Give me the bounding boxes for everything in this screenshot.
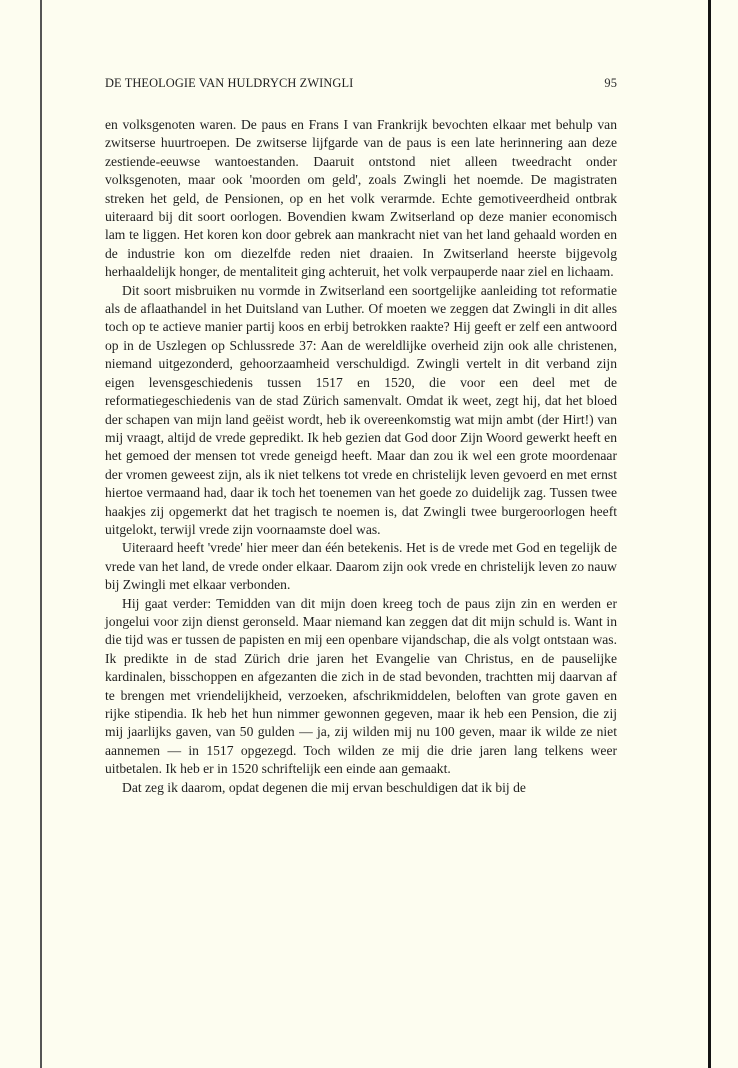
book-page [105, 76, 617, 797]
paragraph-1: en volksgenoten waren. De paus en Frans I van Frankrijk bevochten elkaar met behulp van zwitserse huurtroepen. De zwitserse lijfgarde van de paus is een late herinnering aan deze zestiende-eeuwse wantoestanden. Daaruit ontstond niet alleen tweedracht onder volksgenoten, maar ook 'moorden om geld', zoals Zwingli het noemde. De magistraten streken het geld, de Pensionen, op en het volk verarmde. Echte gemotiveerdheid ontbrak uiteraard bij dit soort oorlogen. Bovendien kwam Zwitserland op deze manier economisch lam te liggen. Het koren kon door gebrek aan mankracht niet van het land gehaald worden en de industrie kon om diezelfde reden niet draaien. In Zwitserland heerste bijgevolg herhaaldelijk honger, de mentaliteit ging achteruit, het volk verpauperde naar ziel en lichaam. [105, 117, 617, 280]
running-title: DE THEOLOGIE VAN HULDRYCH ZWINGLI [105, 76, 354, 90]
paragraph-4: Hij gaat verder: Temidden van dit mijn doen kreeg toch de paus zijn zin en werden er jongelui voor zijn dienst geronseld. Maar niemand kan zeggen dat dit mijn schuld is. Want in die tijd was er tussen de papisten en mij een openbare vijandschap, die als volgt ontstaan was. Ik predikte in de stad Zürich drie jaren het Evangelie van Christus, en de pauselijke kardinalen, bisschoppen en afgezanten die zich in de stad bevonden, trachtten mij daarvan af te brengen met vriendelijkheid, verzoeken, afschrikmiddelen, beloften van grote gaven en rijke stipendia. Ik heb het hun nimmer gewonnen gegeven, maar ik heb een Pension, die zij mij jaarlijks gaven, van 50 gulden — ja, zij wilden mij nu 100 geven, maar ik wilde ze niet aannemen — in 1517 opgezegd. Toch wilden ze mij die drie jaren lang telkens weer uitbetalen. Ik heb er in 1520 schriftelijk een einde aan gemaakt. [105, 595, 617, 777]
paragraph-3: Uiteraard heeft 'vrede' hier meer dan één betekenis. Het is de vrede met God en tegelijk de vrede van het land, de vrede onder elkaar. Daarom zijn ook vrede en christelijk leven zo nauw bij Zwingli met elkaar verbonden. [105, 540, 617, 593]
running-head [105, 76, 617, 96]
page-edge-line [708, 0, 711, 1068]
paragraph-2: Dit soort misbruiken nu vormde in Zwitserland een soortgelijke aanleiding tot reformatie als de aflaathandel in het Duitsland van Luther. Of moeten we zeggen dat Zwingli in dit alles toch op te actieve manier partij koos en erbij betrokken raakte? Hij geeft er zelf een antwoord op in de Uszlegen op Schlussrede 37: Aan de wereldlijke overheid zijn ook alle christenen, niemand uitgezonderd, gehoorzaamheid verschuldigd. Zwingli vertelt in dit verband zijn eigen levensgeschiedenis tussen 1517 en 1520, die voor een deel met de reformatiegeschiedenis van de stad Zürich samenvalt. Omdat ik weet, zegt hij, dat het bloed der schapen van mijn land geëist wordt, heb ik overeenkomstig wat mijn ambt (der Hirt!) van mij vraagt, altijd de vrede gepredikt. Ik heb gezien dat God door Zijn Woord gewerkt heeft en het gemoed der mensen tot vrede geneigd heeft. Maar dan zou ik wel een grote moordenaar der vromen geweest zijn, als ik niet telkens tot vrede en christelijk leven gevoerd en met ernst hiertoe vermaand had, daar ik toch het toenemen van het goede zo duidelijk zag. Tussen twee haakjes zij opgemerkt dat het tragisch te noemen is, dat Zwingli twee burgeroorlogen heeft uitgelokt, terwijl vrede zijn voornaamste doel was. [105, 282, 617, 537]
page-number: 95 [604, 76, 617, 90]
paragraph-5: Dat zeg ik daarom, opdat degenen die mij ervan beschuldigen dat ik bij de [122, 779, 526, 795]
scan-gutter-line [40, 0, 42, 1068]
body-text [105, 116, 617, 797]
